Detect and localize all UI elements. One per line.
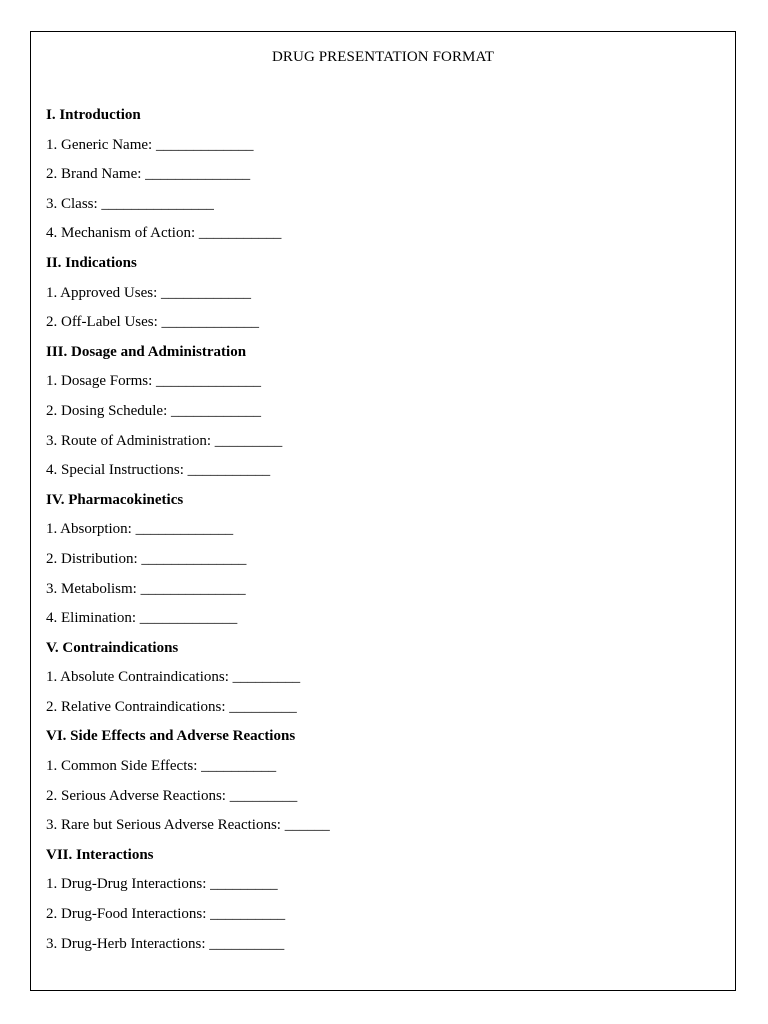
section-heading-side-effects: VI. Side Effects and Adverse Reactions <box>46 728 296 745</box>
field-off-label-uses: 2. Off-Label Uses: _____________ <box>46 314 260 331</box>
section-heading-dosage-administration: III. Dosage and Administration <box>46 343 247 360</box>
field-relative-contraindications: 2. Relative Contraindications: _________ <box>46 698 297 715</box>
field-generic-name: 1. Generic Name: _____________ <box>46 136 254 153</box>
field-absorption: 1. Absorption: _____________ <box>46 521 234 538</box>
field-common-side-effects: 1. Common Side Effects: __________ <box>46 758 277 775</box>
field-approved-uses: 1. Approved Uses: ____________ <box>46 284 251 301</box>
field-dosing-schedule: 2. Dosing Schedule: ____________ <box>46 402 261 419</box>
section-heading-interactions: VII. Interactions <box>46 846 154 863</box>
section-heading-pharmacokinetics: IV. Pharmacokinetics <box>46 491 184 508</box>
field-class: 3. Class: _______________ <box>46 195 214 212</box>
field-elimination: 4. Elimination: _____________ <box>46 610 238 627</box>
field-serious-adverse-reactions: 2. Serious Adverse Reactions: _________ <box>46 787 298 804</box>
section-heading-contraindications: V. Contraindications <box>46 639 179 656</box>
field-brand-name: 2. Brand Name: ______________ <box>46 166 251 183</box>
field-absolute-contraindications: 1. Absolute Contraindications: _________ <box>46 669 301 686</box>
field-special-instructions: 4. Special Instructions: ___________ <box>46 462 271 479</box>
field-metabolism: 3. Metabolism: ______________ <box>46 580 246 597</box>
field-distribution: 2. Distribution: ______________ <box>46 550 247 567</box>
document-title: DRUG PRESENTATION FORMAT <box>271 49 495 65</box>
section-heading-indications: II. Indications <box>46 254 137 271</box>
field-route-of-administration: 3. Route of Administration: _________ <box>46 432 283 449</box>
field-rare-serious-adverse-reactions: 3. Rare but Serious Adverse Reactions: ______ <box>46 817 330 834</box>
field-drug-herb-interactions: 3. Drug-Herb Interactions: __________ <box>46 935 285 952</box>
field-drug-food-interactions: 2. Drug-Food Interactions: __________ <box>46 906 286 923</box>
field-dosage-forms: 1. Dosage Forms: ______________ <box>46 373 261 390</box>
document-page <box>30 31 736 991</box>
field-drug-drug-interactions: 1. Drug-Drug Interactions: _________ <box>46 876 278 893</box>
section-heading-introduction: I. Introduction <box>46 107 141 123</box>
document-body <box>46 105 720 963</box>
field-mechanism-of-action: 4. Mechanism of Action: ___________ <box>46 225 282 242</box>
